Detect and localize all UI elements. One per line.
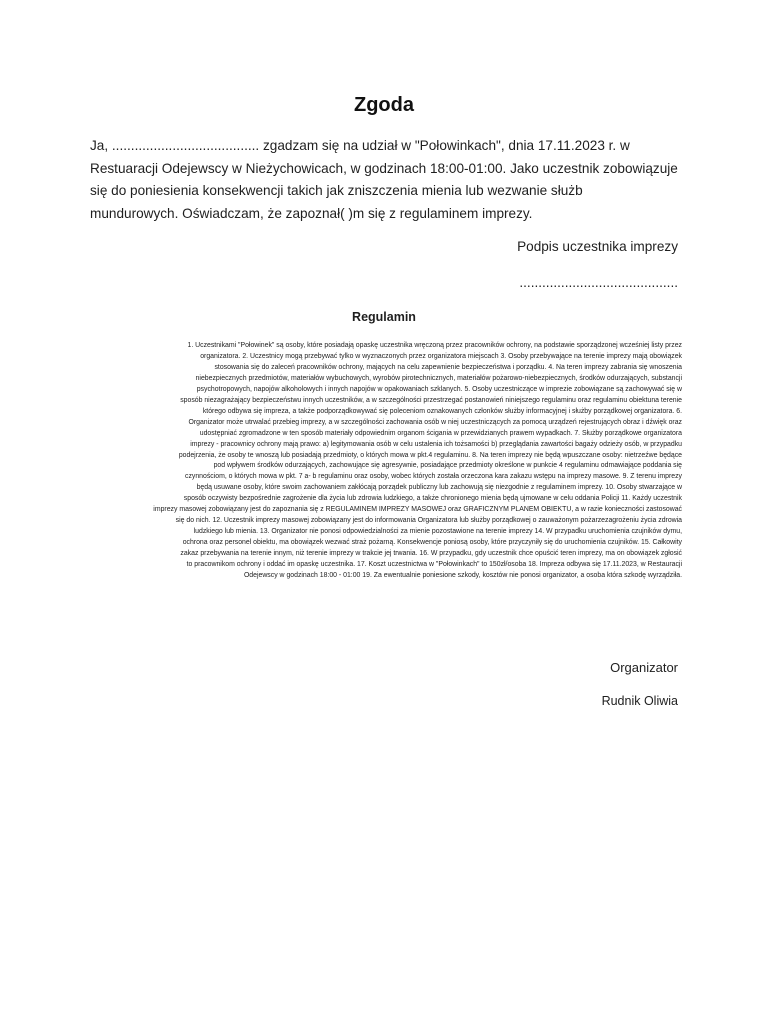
regulations-line: podejrzenia, że osoby te wnoszą lub posiadają przedmioty, o których mowa w pkt.4 regulaminu. 8. Na teren imprezy nie będą wpuszczane osoby: nietrzeźwe będące: [178, 451, 682, 459]
regulations-line: czynnościom, o których mowa w pkt. 7 a- b regulaminu oraz osoby, wobec których została orzeczona kara zakazu wstępu na imprezy masowe. 9. Z terenu imprezy: [185, 473, 682, 481]
regulations-line: zakaz przebywania na terenie innym, niż terenie imprezy w trakcie jej trwania. 16. W przypadku, gdy uczestnik chce opuścić teren imprezy, ma on obowiązek zgłosić: [180, 550, 682, 558]
regulations-line: którego odbywa się impreza, a także podporządkowywać się poleceniom oznakowanych członków służby informacyjnej i służby porządkowej organizatora. 6.: [202, 407, 682, 415]
regulations-line: ludzkiego lub mienia. 13. Organizator nie ponosi odpowiedzialności za mienie pozostawione na terenie imprezy 14. W przypadku uruchomienia czujników dymu,: [193, 528, 682, 536]
regulations-line: sposób oczywisty bezpośrednie zagrożenie dla życia lub zdrowia ludzkiego, a także chronionego mienia będą ujmowane w celu oddania Policji 11. Każdy uczestnik: [183, 495, 682, 503]
regulations-line: imprezy masowej zobowiązany jest do zapoznania się z REGULAMINEM IMPREZY MASOWEJ oraz GRAFICZNYM PLANEM OBIEKTU, a w razie konieczności zastosować: [153, 506, 682, 514]
regulations-line: imprezy - pracownicy ochrony mają prawo: a) legitymowania osób w celu ustalenia ich tożsamości b) przeglądania zawartości bagaży odzieży osób, w przypadku: [190, 440, 682, 448]
regulations-title: Regulamin: [352, 310, 416, 324]
signature-label: Podpis uczestnika imprezy: [517, 239, 678, 254]
regulations-line: stosowania się do zaleceń pracowników ochrony, mających na celu zapewnienie bezpieczeństwa i porządku. 4. Na teren imprezy zabrania się wnoszenia: [214, 363, 682, 371]
regulations-line: Organizator może utrwalać przebieg imprezy, a w szczególności zachowania osób w niej uczestniczących za pomocą urządzeń rejestrujących obraz i dźwięk oraz: [188, 418, 682, 426]
consent-line: się do poniesienia konsekwencji takich jak zniszczenia mienia lub wezwanie służb: [90, 183, 583, 198]
regulations-line: udostępniać zgromadzone w ten sposób materiały odpowiednim organom ścigania w przewidzianych prawem wypadkach. 7. Służby porządkowe organizatora: [199, 429, 682, 437]
consent-paragraph: [90, 135, 682, 225]
regulations-line: się do nich. 12. Uczestnik imprezy masowej zobowiązany jest do informowania Organizatora lub służby porządkowej o zauważonym pożarzezagrożeniu życia zdrowia: [175, 517, 682, 525]
regulations-line: 1. Uczestnikami "Połowinek" są osoby, które posiadają opaskę uczestnika wręczoną przez pracowników ochrony, na podstawie sporządzonej wcześniej listy przez: [187, 342, 682, 349]
regulations-line: Odejewscy w godzinach 18:00 - 01:00 19. Za ewentualnie poniesione szkody, kosztów nie ponosi organizator, a osoba która szkodę wyrządziła.: [243, 572, 682, 580]
organizer-name: Rudnik Oliwia: [601, 694, 678, 708]
regulations-line: ochrona oraz personel obiektu, ma obowiązek wezwać straż pożarną. Konsekwencje poniosą osoby, które przyczyniły się do uruchomienia czujników. 15. Całkowity: [182, 539, 682, 547]
regulations-line: organizatora. 2. Uczestnicy mogą przebywać tylko w wyznaczonych przez organizatora miejscach 3. Osoby przebywające na terenie imprezy mają obowiązek: [200, 352, 682, 360]
regulations-line: niebezpiecznych przedmiotów, materiałów wybuchowych, wyrobów pirotechnicznych, materiałów pożarowo-niebezpiecznych, środków odurzających, substancji: [195, 374, 682, 382]
signature-line: ..........................................: [519, 275, 678, 290]
regulations-line: psychotropowych, napojów alkoholowych i innych napojów w opakowaniach szklanych. 5. Osoby uczestniczące w imprezie zobowiązane są zachowywać się w: [196, 385, 682, 393]
regulations-line: to pracownikom ochrony i oddać im opaskę uczestnika. 17. Koszt uczestnictwa w "Połowinkach" to 150zł/osoba 18. Impreza odbywa się 17.11.2023, w Restauracji: [186, 561, 682, 569]
consent-line: Ja, ....................................... zgadzam się na udział w "Połowinkach", dnia 17.11.2023 r. w: [90, 138, 630, 153]
consent-line: Restuaracji Odejewscy w Nieżychowicach, w godzinach 18:00-01:00. Jako uczestnik zobowiązuje: [90, 160, 678, 176]
document-title: Zgoda: [354, 94, 414, 116]
regulations-line: sposób niezagrażający bezpieczeństwu innych uczestników, a w szczególności przestrzegać postanowień niniejszego regulaminu oraz regulaminu obiektuna terenie: [180, 396, 682, 404]
consent-line: mundurowych. Oświadczam, że zapoznał( )m się z regulaminem imprezy.: [90, 205, 533, 221]
regulations-text: [86, 341, 682, 582]
regulations-line: będą usuwane osoby, które swoim zachowaniem zakłócają porządek publiczny lub zachowują się niezgodnie z regulaminem imprezy. 10. Osoby stwarzające w: [196, 484, 682, 492]
regulations-line: pod wpływem środków odurzających, zachowujące się agresywnie, posiadające przedmioty określone w punkcie 4 regulaminu odmawiające poddania się: [213, 462, 682, 470]
organizer-label: Organizator: [610, 660, 678, 675]
